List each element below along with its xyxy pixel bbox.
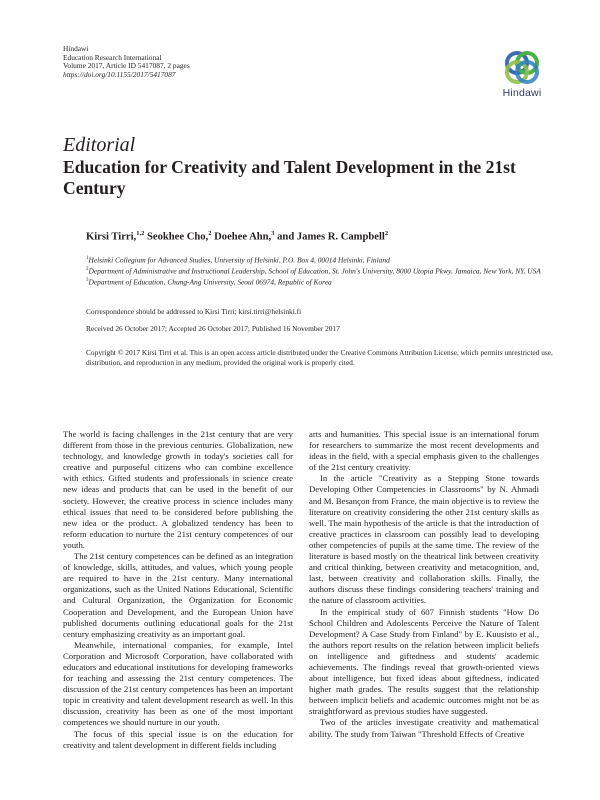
volume-line: Volume 2017, Article ID 5417087, 2 pages	[63, 61, 190, 71]
hindawi-logo	[496, 48, 548, 99]
correspondence-line: Correspondence should be addressed to Kirsi Tirri; kirsi.tirri@helsinki.fi	[86, 307, 302, 316]
author-name: Doehee Ahn,	[211, 231, 272, 243]
author-name: Kirsi Tirri,	[86, 231, 137, 243]
author-affil-mark: 2	[384, 230, 389, 237]
affiliation-mark: 3	[86, 278, 89, 284]
body-paragraph: The focus of this special issue is on the education for creativity and talent development in different fields including	[63, 728, 293, 750]
author-list	[86, 230, 388, 243]
affiliation-text: Helsinki Collegium for Advanced Studies, University of Helsinki, P.O. Box 4, 00014 Helsinki, Finland	[88, 255, 390, 265]
affiliation	[86, 265, 556, 276]
affiliation-text: Department of Administrative and Instructional Leadership, School of Education, St. John's University, 8000 Utopia Pkwy, Jamaica, New York, NY, USA	[88, 266, 541, 276]
section-label: Editorial	[63, 134, 136, 156]
publisher-name: Hindawi	[63, 44, 89, 53]
affiliation-mark: 1	[86, 256, 89, 261]
body-paragraph: Two of the articles investigate creativity and mathematical ability. The study from Taiwan "Threshold Effects of Creative	[309, 717, 539, 739]
author-affil-mark: 1,2	[136, 230, 145, 237]
article-title: Education for Creativity and Talent Development in the 21st Century	[63, 157, 516, 198]
author-name: and James R. Campbell	[274, 231, 385, 243]
author-name: Seokhee Cho,	[144, 231, 209, 243]
journal-name: Education Research International	[63, 52, 162, 62]
body-paragraph: arts and humanities. This special issue is an international forum for researchers to summarize the most recent developments and ideas in the field, with a special emphasis given to the challenges of the 21st century creativity.	[309, 429, 539, 473]
doi-link[interactable]: https://doi.org/10.1155/2017/5417087	[63, 69, 176, 79]
body-paragraph: In the article "Creativity as a Stepping Stone towards Developing Other Competencies in Classrooms" by N. Ahmadi and M. Besançon from France, the main objective is to review the literature on creativity considering the other 21st century skills as well. The main hypothesis of the article is that the introduction of creative practices in classroom can possibly lead to developing other competencies of pupils at the same time. The review of the literature is based mostly on the theatrical link between creativity and critical thinking, between creativity and metacognition, and, last, between creativity and collaboration skills. Finally, the authors discuss these findings considering teachers' training and the nature of classroom activities.	[309, 473, 539, 606]
author-affil-mark: 2	[208, 230, 212, 237]
affiliation-text: Department of Education, Chung-Ang University, Seoul 06974, Republic of Korea	[88, 277, 332, 287]
body-paragraph: Meanwhile, international companies, for example, Intel Corporation and Microsoft Corporation, have collaborated with educators and educational institutions for developing frameworks for teaching and assessing the 21st century competences. The discussion of the 21st century competences has been an important topic in creativity and talent development research as well. In this discussion, creativity has been as one of the most important competences we should nurture in our youth.	[63, 639, 293, 728]
author-affil-mark: 3	[271, 230, 275, 237]
body-paragraph: The world is facing challenges in the 21st century that are very different from those in the previous centuries. Globalization, new technology, and knowledge growth in today's societies call for creative and purposeful citizens who can combine excellence with ethics. Gifted students and professionals in science create new ideas and products that can be used in the benefit of our society. However, the creative process in science includes many ethical issues that need to be considered before publishing the new idea or the product. A globalized tendency has been to reform education to nurture the 21st century competences of our youth.	[63, 429, 293, 550]
publication-dates: Received 26 October 2017; Accepted 26 October 2017; Published 16 November 2017	[86, 324, 340, 333]
body-paragraph: In the empirical study of 607 Finnish students "How Do School Children and Adolescents Perceive the Nature of Talent Development? A Case Study from Finland" by E. Kuusisto et al., the authors report results on the relation between implicit beliefs on intelligence and giftedness and students' academic achievements. The findings reveal that growth-oriented views about intelligence, but fixed ideas about giftedness, indicated higher math grades. The results suggest that the relationship between implicit beliefs and academic outcomes might not be as straightforward as previous studies have suggested.	[309, 606, 539, 717]
affiliation	[86, 254, 556, 265]
body-paragraph: The 21st century competences can be defined as an integration of knowledge, skills, attitudes, and values, which young people are required to have in the 21st century. Many international organizations, such as the United Nations Educational, Scientific and Cultural Organization, the Organization for Economic Cooperation and Development, and the European Union have published documents outlining educational goals for the 21st century emphasizing creativity as an important goal.	[63, 551, 293, 639]
affiliation-mark: 2	[86, 267, 89, 273]
hindawi-logo-icon	[502, 48, 542, 86]
copyright-notice: Copyright © 2017 Kirsi Tirri et al. This is an open access article distributed under the Creative Commons Attribution License, which permits unrestricted use, distribution, and reproduction in any medium, provided the original work is properly cited.	[86, 348, 553, 368]
logo-wordmark: Hindawi	[502, 87, 542, 99]
journal-meta	[63, 45, 190, 79]
body-column-left	[63, 429, 293, 751]
affiliations	[86, 254, 556, 288]
body-column-right	[309, 429, 539, 740]
affiliation	[86, 276, 556, 287]
